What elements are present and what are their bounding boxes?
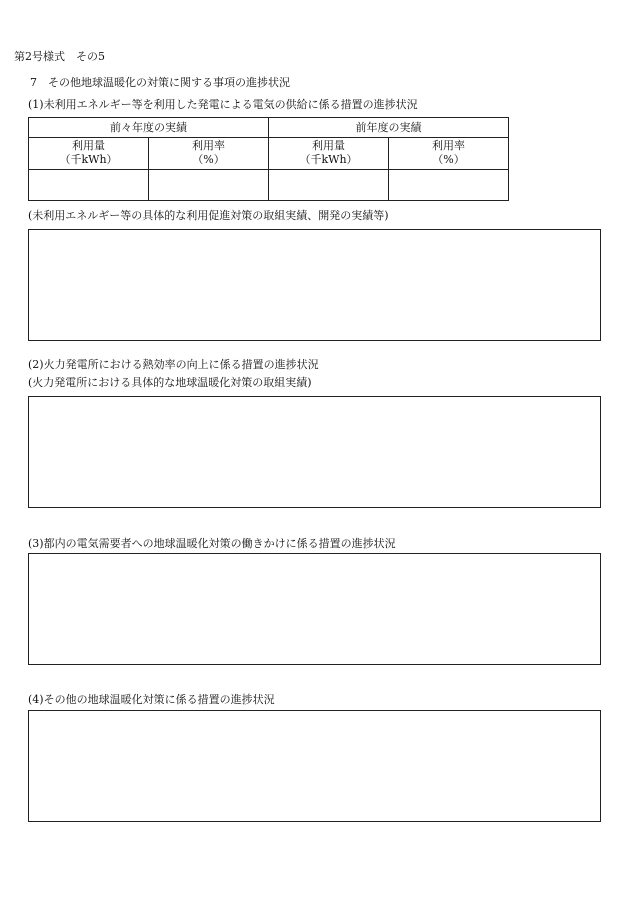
cell-rate-two-years-ago[interactable] [149,169,269,200]
header-rate-last-year [389,138,509,169]
item1-note: (未利用エネルギー等の具体的な利用促進対策の取組実績、開発の実績等) [28,209,389,222]
performance-table [28,117,509,201]
header-last-year: 前年度の実績 [269,118,509,138]
item4-entry-box[interactable] [28,710,601,822]
cell-usage-last-year[interactable] [269,169,389,200]
usage-label: 利用量 [72,139,105,153]
rate-unit: （%） [192,153,225,167]
rate-label: 利用率 [192,139,225,153]
usage-label: 利用量 [312,139,345,153]
usage-unit: （千kWh） [299,153,358,167]
usage-unit: （千kWh） [59,153,118,167]
cell-rate-last-year[interactable] [389,169,509,200]
form-title: 第2号様式 その5 [14,50,105,63]
item2-entry-box[interactable] [28,396,601,508]
header-rate-two-years-ago [149,138,269,169]
item2-heading: (2)火力発電所における熱効率の向上に係る措置の進捗状況 [28,358,319,371]
rate-label: 利用率 [432,139,465,153]
section-heading: 7 その他地球温暖化の対策に関する事項の進捗状況 [30,76,290,89]
item1-entry-box[interactable] [28,229,601,341]
header-usage-last-year [269,138,389,169]
header-usage-two-years-ago [29,138,149,169]
item4-heading: (4)その他の地球温暖化対策に係る措置の進捗状況 [28,693,275,706]
header-two-years-ago: 前々年度の実績 [29,118,269,138]
cell-usage-two-years-ago[interactable] [29,169,149,200]
item1-heading: (1)未利用エネルギー等を利用した発電による電気の供給に係る措置の進捗状況 [28,98,418,111]
item3-heading: (3)都内の電気需要者への地球温暖化対策の働きかけに係る措置の進捗状況 [28,537,396,550]
item2-note: (火力発電所における具体的な地球温暖化対策の取組実績) [28,376,312,389]
rate-unit: （%） [432,153,465,167]
item3-entry-box[interactable] [28,553,601,665]
